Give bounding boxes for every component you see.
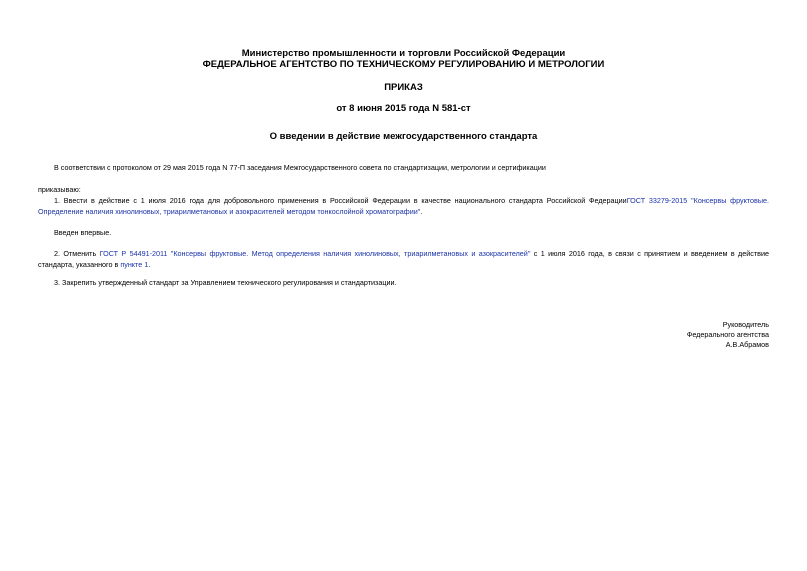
gost-33279-link[interactable]: ГОСТ 33279-2015 "Консервы фруктовые. Определение наличия хинолиновых, триарилметановых и азокрасителей методом тонкослойной хроматографии"	[38, 196, 769, 216]
item-1-end: .	[420, 207, 423, 216]
item-3-paragraph: 3. Закрепить утвержденный стандарт за Управлением технического регулирования и стандартизации.	[54, 278, 397, 287]
document-type-heading: ПРИКАЗ	[384, 82, 423, 93]
signature-name: А.В.Абрамов	[725, 340, 769, 349]
item-2-middle: с 1 июля 2016 года, в связи с принятием и введением в действие стандарта, указанного в	[38, 249, 769, 269]
basis-paragraph: В соответствии с протоколом от 29 мая 2015 года N 77-П заседания Межгосударственного совета по стандартизации, метрологии и сертификации	[54, 163, 546, 172]
agency-heading: ФЕДЕРАЛЬНОЕ АГЕНТСТВО ПО ТЕХНИЧЕСКОМУ РЕГУЛИРОВАНИЮ И МЕТРОЛОГИИ	[202, 59, 605, 70]
item-1-text: 1. Ввести в действие с 1 июля 2016 года для добровольного применения в Российской Федерации в качестве национального стандарта Российской Федерации	[54, 196, 627, 205]
ministry-heading: Министерство промышленности и торговли Российской Федерации	[241, 48, 566, 59]
item-2-end: .	[148, 260, 151, 269]
signature-role: Руководитель	[722, 320, 769, 329]
item-2-prefix: 2. Отменить	[54, 249, 100, 258]
order-date-number: от 8 июня 2015 года N 581-ст	[336, 103, 471, 114]
item-1-reference-link[interactable]: пункте 1	[120, 260, 149, 269]
signature-agency: Федерального агентства	[686, 330, 769, 339]
introduced-first-note: Введен впервые.	[54, 228, 112, 237]
item-1-paragraph	[38, 195, 769, 217]
order-subject: О введении в действие межгосударственного стандарта	[269, 131, 538, 142]
orders-label: приказываю:	[38, 185, 81, 194]
item-2-paragraph	[38, 248, 769, 270]
gost-r-54491-link[interactable]: ГОСТ Р 54491-2011 "Консервы фруктовые. Метод определения наличия хинолиновых, триарилметановых и азокрасителей"	[99, 249, 531, 258]
